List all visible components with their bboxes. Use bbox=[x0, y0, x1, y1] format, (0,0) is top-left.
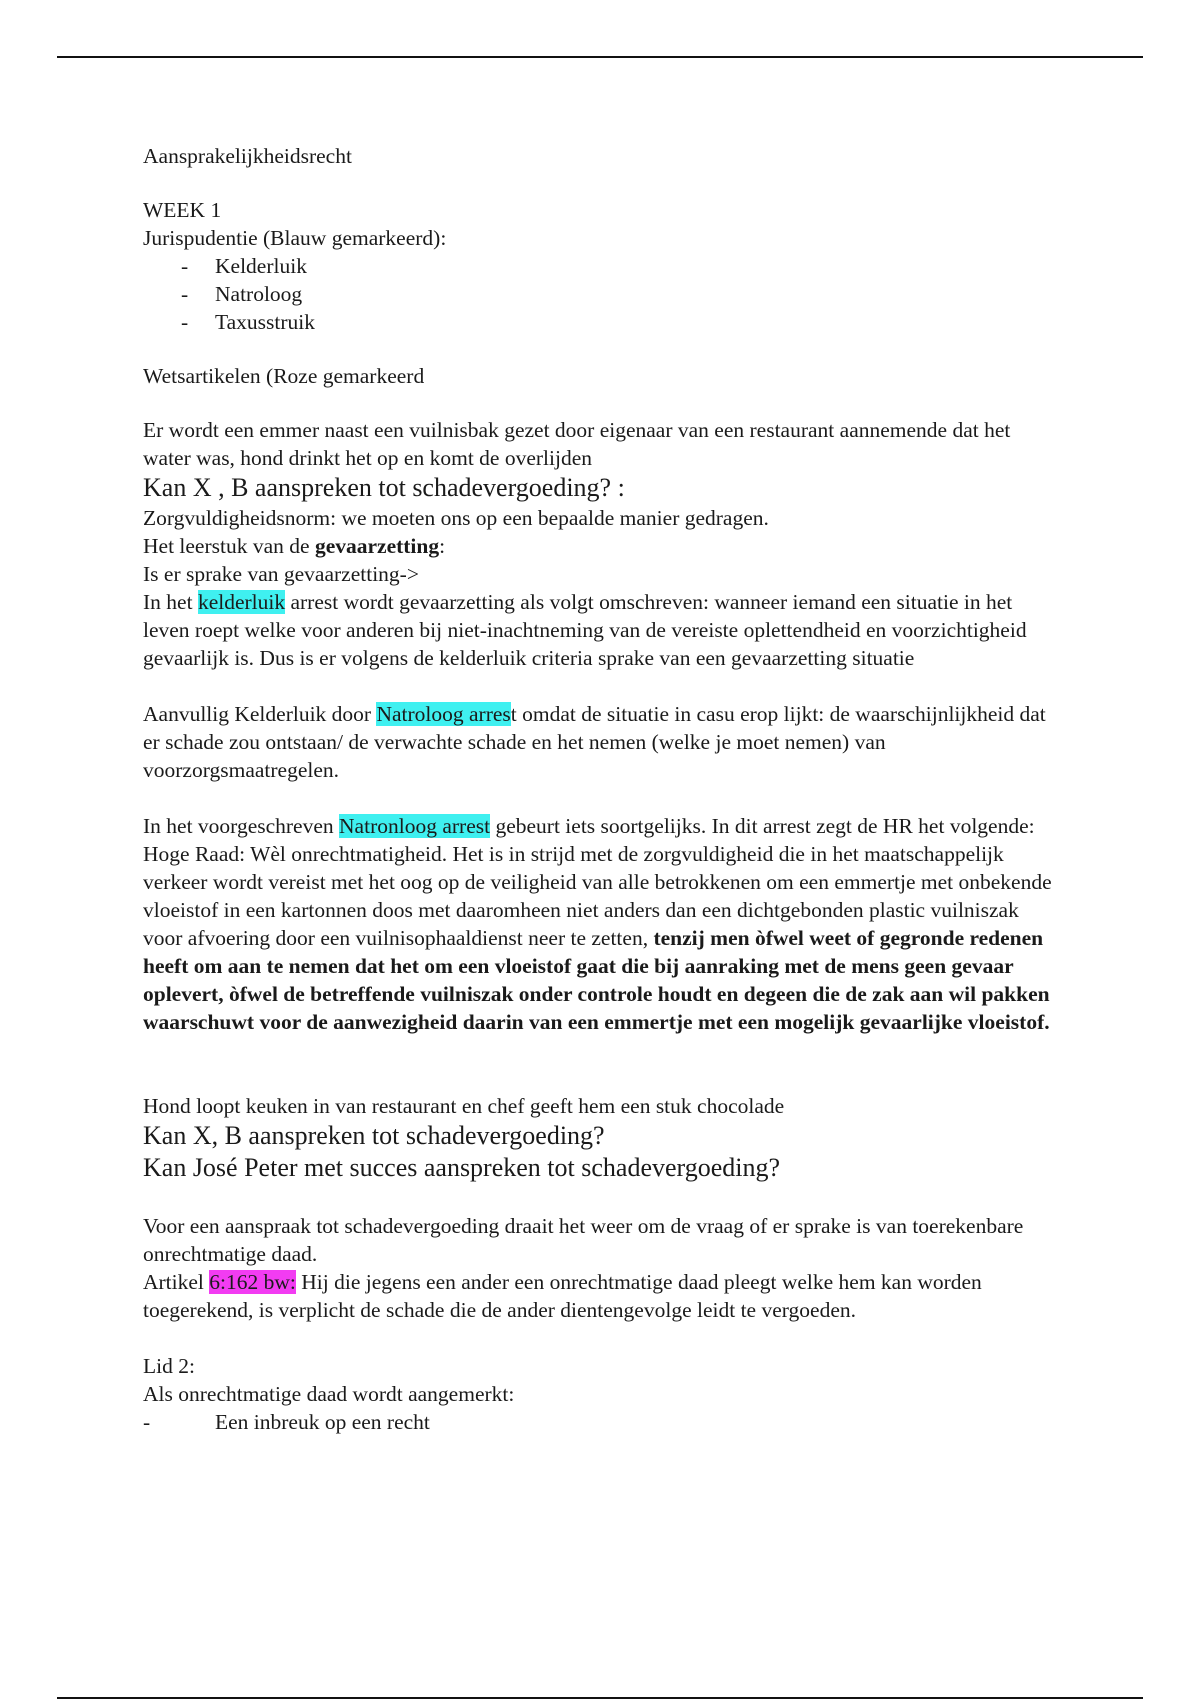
case2-question-2: Kan José Peter met succes aanspreken tot schadevergoeding? bbox=[143, 1153, 781, 1182]
leerstuk-line: Het leerstuk van de gevaarzetting: bbox=[143, 534, 446, 558]
als-line: Als onrechtmatige daad wordt aangemerkt: bbox=[143, 1382, 515, 1406]
voorgeschreven-paragraph: In het voorgeschreven Natronloog arrest gebeurt iets soortgelijks. In dit arrest zegt de HR het volgende: bbox=[143, 814, 1035, 838]
case2-question-1: Kan X, B aanspreken tot schadevergoeding? bbox=[143, 1121, 605, 1150]
kelderluik-paragraph: In het kelderluik arrest wordt gevaarzetting als volgt omschreven: wanneer iemand een situatie in het leven roept welke voor anderen bij niet-inachtneming van de vereiste oplettendheid en voorzichtigheid gevaarlijk is. Dus is er volgens de kelderluik criteria sprake van een gevaarzetting situatie bbox=[143, 590, 1027, 670]
list-item: - Natroloog bbox=[181, 282, 303, 306]
hoge-raad-paragraph: Hoge Raad: Wèl onrechtmatigheid. Het is in strijd met de zorgvuldigheid die in het maatschappelijk verkeer wordt vereist met het oog op de veiligheid van alle betrokkenen om een emmertje met onbekende vloeistof in een kartonnen doos met daaromheen niet anders dan een dichtgebonden plastic vuilniszak voor afvoering door een vuilnisophaaldienst neer te zetten, tenzij men òfwel weet of gegronde redenen heeft om aan te nemen dat het om een vloeistof gaat die bij aanraking met de mens geen gevaar oplevert, òfwel de betreffende vuilniszak onder controle houdt en degeen die de zak aan wil pakken waarschuwt voor de aanwezigheid daarin van een emmertje met een mogelijk gevaarlijke vloeistof. bbox=[143, 842, 1052, 1034]
case2-intro: Hond loopt keuken in van restaurant en chef geeft hem een stuk chocolade bbox=[143, 1094, 785, 1118]
aanvullig-paragraph: Aanvullig Kelderluik door Natroloog arrest omdat de situatie in casu erop lijkt: de waarschijnlijkheid dat er schade zou ontstaan/ de verwachte schade en het nemen (welke je moet nemen) van voorzorgsmaatregelen. bbox=[143, 702, 1046, 782]
list-item: - Taxusstruik bbox=[181, 310, 316, 334]
wetsartikelen-heading: Wetsartikelen (Roze gemarkeerd bbox=[143, 364, 425, 388]
case1-intro: Er wordt een emmer naast een vuilnisbak gezet door eigenaar van een restaurant aannemende dat het water was, hond drinkt het op en komt de overlijden bbox=[143, 418, 1011, 470]
sprake-line: Is er sprake van gevaarzetting-> bbox=[143, 562, 419, 586]
case1-question: Kan X , B aanspreken tot schadevergoeding? : bbox=[143, 473, 625, 502]
top-rule bbox=[57, 56, 1143, 58]
jurisprudentie-heading: Jurispudentie (Blauw gemarkeerd): bbox=[143, 226, 447, 250]
zorgvuldigheidsnorm: Zorgvuldigheidsnorm: we moeten ons op een bepaalde manier gedragen. bbox=[143, 506, 769, 530]
list-item: - Een inbreuk op een recht bbox=[143, 1410, 430, 1434]
artikel-paragraph: Artikel 6:162 bw: Hij die jegens een ander een onrechtmatige daad pleegt welke hem kan worden toegerekend, is verplicht de schade die de ander dientengevolge leidt te vergoeden. bbox=[143, 1270, 982, 1322]
natroloog-highlight: Natroloog arres bbox=[376, 702, 511, 726]
artikel-highlight: 6:162 bw: bbox=[209, 1270, 296, 1294]
lid-heading: Lid 2: bbox=[143, 1354, 195, 1378]
natronloog-highlight: Natronloog arrest bbox=[339, 814, 491, 838]
jurisprudentie-list bbox=[143, 252, 1063, 336]
list-item: - Kelderluik bbox=[181, 254, 307, 278]
week-heading: WEEK 1 bbox=[143, 198, 222, 222]
document-page bbox=[143, 142, 1063, 1436]
aanspraak-paragraph: Voor een aanspraak tot schadevergoeding draait het weer om de vraag of er sprake is van toerekenbare onrechtmatige daad. bbox=[143, 1214, 1024, 1266]
kelderluik-highlight: kelderluik bbox=[197, 590, 286, 614]
document-title: Aansprakelijkheidsrecht bbox=[143, 144, 352, 168]
onrechtmatige-daad-list bbox=[143, 1408, 1063, 1436]
bottom-rule bbox=[57, 1697, 1143, 1699]
